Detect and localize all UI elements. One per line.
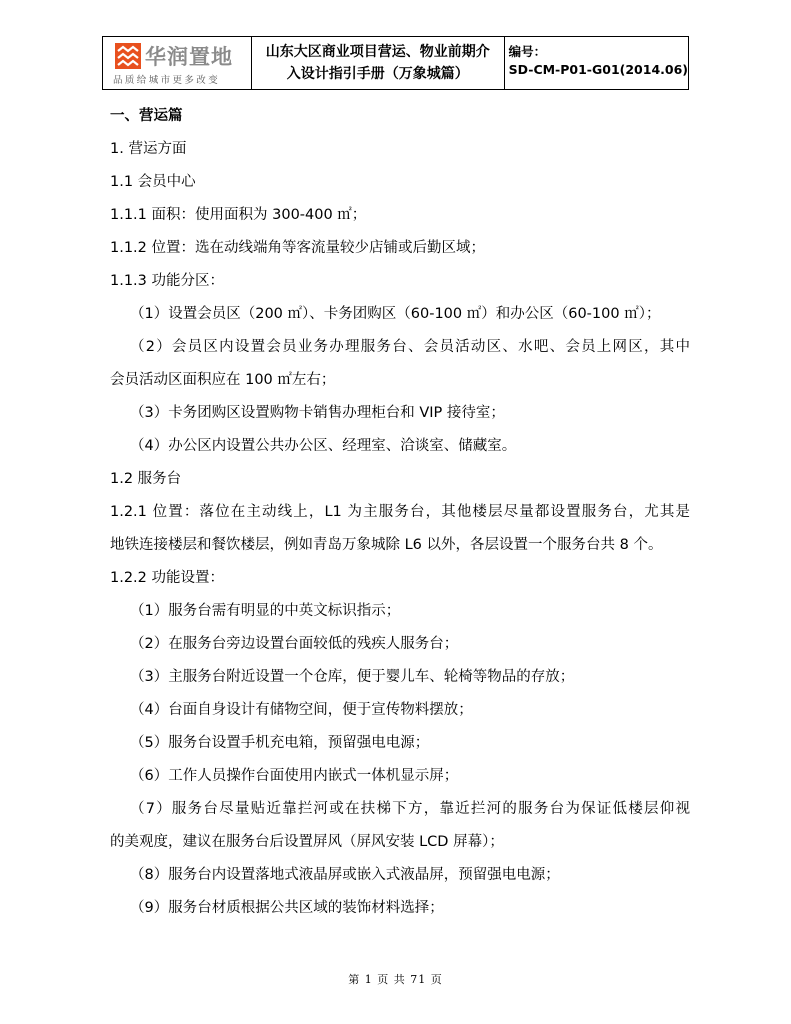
list-item: （3）主服务台附近设置一个仓库，便于婴儿车、轮椅等物品的存放； xyxy=(130,669,575,685)
list-item: （2）在服务台旁边设置台面较低的残疾人服务台； xyxy=(130,636,459,652)
paragraph: 1.2.1 位置：落位在主动线上，L1 为主服务台，其他楼层尽量都设置服务台，尤其是 xyxy=(110,504,690,520)
section-heading: 一、营运篇 xyxy=(110,108,183,124)
list-item: （5）服务台设置手机充电箱，预留强电电源； xyxy=(130,735,430,751)
list-item: （8）服务台内设置落地式液晶屏或嵌入式液晶屏，预留强电电源； xyxy=(130,867,560,883)
paragraph: 1.1.1 面积：使用面积为 300-400 ㎡； xyxy=(110,207,367,223)
list-item: （1）服务台需有明显的中英文标识指示； xyxy=(130,603,401,619)
list-item: （6）工作人员操作台面使用内嵌式一体机显示屏； xyxy=(130,768,459,784)
heading-level-2: 1.2 服务台 xyxy=(110,471,182,487)
company-slogan: 品质给城市更多改变 xyxy=(113,75,221,86)
list-item: （7）服务台尽量贴近靠拦河或在扶梯下方，靠近拦河的服务台为保证低楼层仰视 xyxy=(130,801,690,817)
document-code-block xyxy=(505,37,688,89)
list-item: （4）台面自身设计有储物空间，便于宣传物料摆放； xyxy=(130,702,473,718)
document-code-label: 编号： xyxy=(508,44,547,59)
list-item: （2）会员区内设置会员业务办理服务台、会员活动区、水吧、会员上网区，其中 xyxy=(130,339,690,355)
list-item-continuation: 的美观度，建议在服务台后设置屏风（屏风安装 LCD 屏幕）； xyxy=(110,834,504,850)
paragraph-continuation: 地铁连接楼层和餐饮楼层，例如青岛万象城除 L6 以外，各层设置一个服务台共 8 个。 xyxy=(110,537,663,553)
company-name: 华润置地 xyxy=(145,45,233,69)
list-item: （1）设置会员区（200 ㎡）、卡务团购区（60-100 ㎡）和办公区（60-100 ㎡）； xyxy=(130,306,661,322)
list-item: （9）服务台材质根据公共区域的装饰材料选择； xyxy=(130,900,444,916)
document-title-block xyxy=(252,37,505,89)
paragraph: 1.1.2 位置：选在动线端角等客流量较少店铺或后勤区域； xyxy=(110,240,486,256)
list-item-continuation: 会员活动区面积应在 100 ㎡左右； xyxy=(110,372,336,388)
page-number-footer: 第 1 页 共 71 页 xyxy=(348,973,443,986)
list-item: （3）卡务团购区设置购物卡销售办理柜台和 VIP 接待室； xyxy=(130,405,505,421)
document-body xyxy=(110,100,690,925)
document-title-line-2: 入设计指引手册（万象城篇） xyxy=(286,66,469,82)
document-title-line-1: 山东大区商业项目营运、物业前期介 xyxy=(265,44,490,60)
heading-level-2: 1.1 会员中心 xyxy=(110,174,196,190)
document-code-value: SD-CM-P01-G01(2014.06) xyxy=(508,62,688,77)
logo-block xyxy=(103,37,252,89)
heading-level-1: 1. 营运方面 xyxy=(110,141,187,157)
paragraph: 1.1.3 功能分区： xyxy=(110,273,225,289)
list-item: （4）办公区内设置公共办公区、经理室、洽谈室、储藏室。 xyxy=(130,438,517,454)
document-header xyxy=(102,36,689,90)
paragraph: 1.2.2 功能设置： xyxy=(110,570,225,586)
company-logo-icon xyxy=(115,43,141,69)
